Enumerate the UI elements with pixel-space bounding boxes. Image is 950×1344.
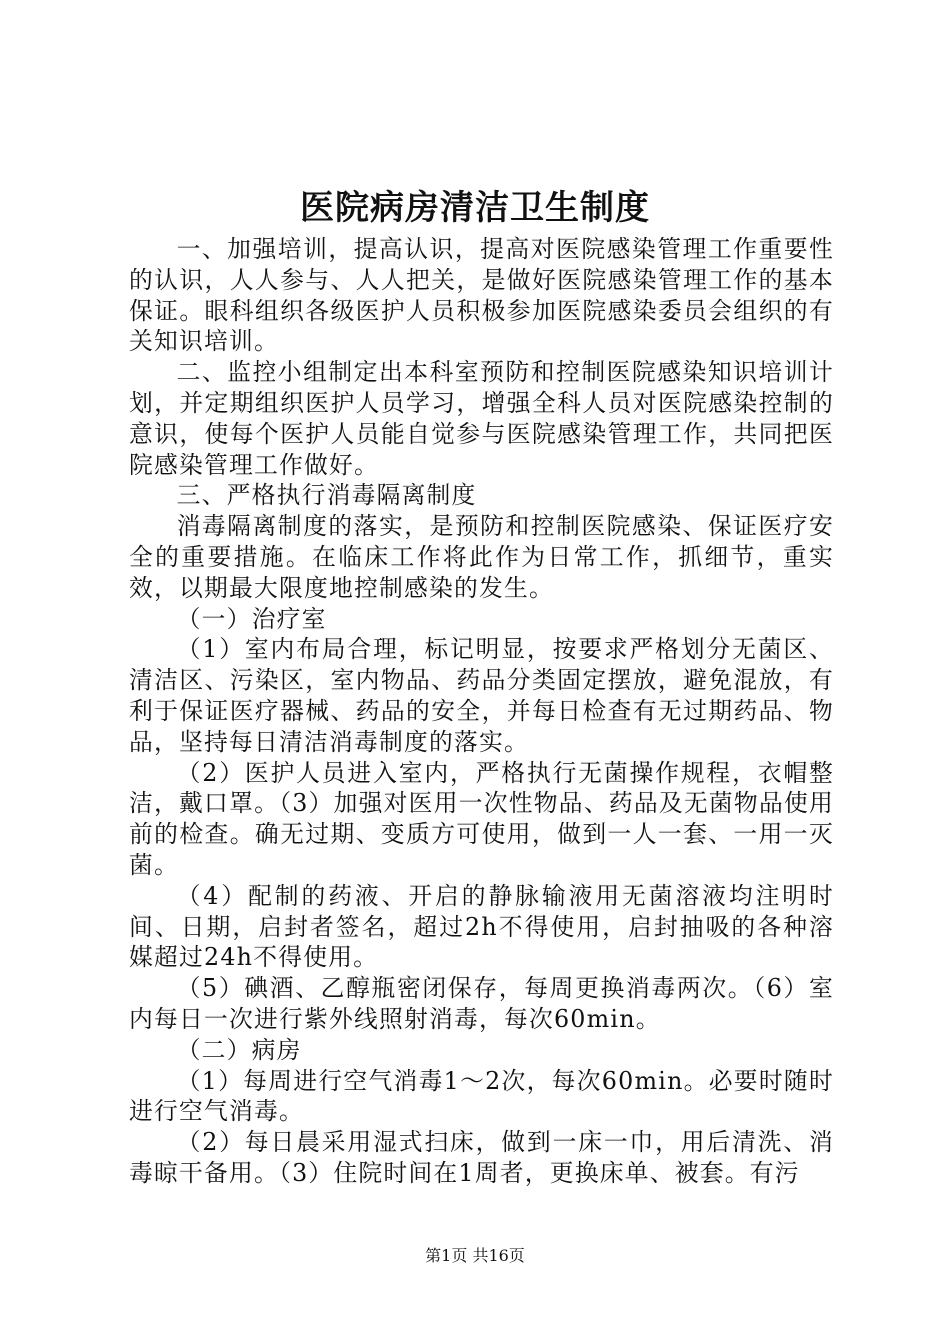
paragraph: 消毒隔离制度的落实，是预防和控制医院感染、保证医疗安全的重要措施。在临床工作将此作为日常工作，抓细节，重实效，以期最大限度地控制感染的发生。 [129, 512, 834, 602]
paragraph: （1）室内布局合理，标记明显，按要求严格划分无菌区、清洁区、污染区，室内物品、药品分类固定摆放，避免混放，有利于保证医疗器械、药品的安全，并每日检查有无过期药品、物品，坚持每日清洁消毒制度的落实。 [129, 635, 834, 756]
paragraph: （二）病房 [176, 1035, 302, 1064]
page-footer: 第1页 共16页 [425, 1246, 525, 1265]
paragraph: （一）治疗室 [176, 604, 327, 633]
paragraph: 三、严格执行消毒隔离制度 [176, 481, 477, 510]
paragraph: （4）配制的药液、开启的静脉输液用无菌溶液均注明时间、日期，启封者签名，超过2h不得使用，启封抽吸的各种溶媒超过24h不得使用。 [129, 881, 834, 972]
document-title: 医院病房清洁卫生制度 [300, 188, 650, 228]
paragraph: （1）每周进行空气消毒1～2次，每次60min。必要时随时进行空气消毒。 [129, 1066, 834, 1126]
paragraph: （5）碘酒、乙醇瓶密闭保存，每周更换消毒两次。（6）室内每日一次进行紫外线照射消毒，每次60min。 [129, 974, 834, 1033]
paragraph: 二、监控小组制定出本科室预防和控制医院感染知识培训计划，并定期组织医护人员学习，增强全科人员对医院感染控制的意识，使每个医护人员能自觉参与医院感染管理工作，共同把医院感染管理工作做好。 [129, 358, 834, 479]
paragraph: （2）医护人员进入室内，严格执行无菌操作规程，衣帽整洁，戴口罩。（3）加强对医用一次性物品、药品及无菌物品使用前的检查。确无过期、变质方可使用，做到一人一套、一用一灭菌。 [129, 758, 834, 879]
paragraph: （2）每日晨采用湿式扫床，做到一床一巾，用后清洗、消毒晾干备用。（3）住院时间在1周者，更换床单、被套。有污 [129, 1128, 834, 1187]
paragraph: 一、加强培训，提高认识，提高对医院感染管理工作重要性的认识，人人参与、人人把关，是做好医院感染管理工作的基本保证。眼科组织各级医护人员积极参加医院感染委员会组织的有关知识培训。 [129, 235, 834, 356]
document-body [129, 234, 834, 1189]
